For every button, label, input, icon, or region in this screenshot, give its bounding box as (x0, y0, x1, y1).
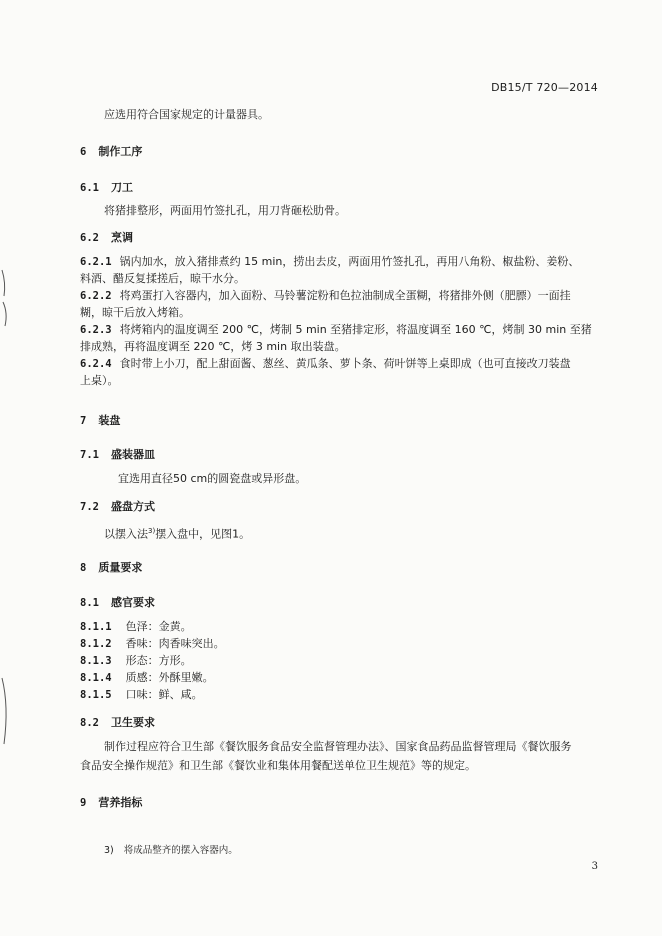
clause-6-2-4-line-1 (80, 357, 571, 371)
clause-text: 口味：鲜、咸。 (125, 688, 203, 701)
section-number: 7.1 (80, 449, 99, 461)
section-7-heading (80, 414, 120, 428)
section-7-1-text: 宜选用直径50 cm的圆瓷盘或异形盘。 (118, 472, 307, 485)
document-code: DB15/T 720—2014 (491, 81, 598, 94)
section-title: 刀工 (110, 181, 133, 194)
section-number: 8.2 (80, 717, 99, 729)
clause-text: 色泽：金黄。 (125, 620, 192, 633)
section-8-2-text-line-2: 食品安全操作规范》和卫生部《餐饮业和集体用餐配送单位卫生规范》等的规定。 (80, 759, 476, 772)
footnote (104, 842, 238, 856)
list-item (80, 620, 192, 634)
list-item (80, 637, 225, 651)
clause-6-2-1-line-2: 料酒、醋反复揉搓后，晾干水分。 (80, 272, 245, 285)
clause-6-2-2-line-1 (80, 289, 571, 303)
section-6-heading (80, 145, 142, 159)
clause-6-2-1-line-1 (80, 255, 579, 269)
section-7-2-text-a: 以摆入法 (104, 527, 148, 541)
clause-6-2-3-line-2: 排成熟，再将温度调至 220 ℃，烤 3 min 取出装盘。 (80, 340, 346, 353)
clause-number: 8.1.3 (80, 655, 112, 667)
clause-number: 6.2.3 (80, 324, 112, 336)
section-title: 卫生要求 (110, 716, 155, 729)
section-title: 烹调 (110, 231, 133, 244)
clause-text: 将鸡蛋打入容器内，加入面粉、马铃薯淀粉和色拉油制成全蛋糊，将猪排外侧（肥膘）一面挂 (119, 289, 571, 302)
clause-number: 6.2.1 (80, 256, 112, 268)
section-9-heading (80, 796, 142, 810)
section-title: 装盘 (98, 414, 121, 427)
clause-text: 将烤箱内的温度调至 200 ℃，烤制 5 min 至猪排定形，将温度调至 160 ℃，烤制 30 min 至猪 (119, 323, 592, 336)
section-6-2-heading (80, 231, 133, 245)
section-7-2-heading (80, 500, 155, 514)
footnote-mark: 3) (104, 845, 114, 856)
section-title: 盛盘方式 (110, 500, 155, 513)
clause-number: 8.1.2 (80, 638, 112, 650)
clause-text: 锅内加水，放入猪排煮约 15 min，捞出去皮，两面用竹签扎孔，再用八角粉、椒盐粉、姜粉、 (119, 255, 580, 268)
clause-text: 质感：外酥里嫩。 (125, 671, 214, 684)
section-number: 7.2 (80, 501, 99, 513)
footnote-reference: 3) (148, 527, 156, 535)
section-7-2-text-b: 摆入盘中，见图1。 (155, 527, 251, 541)
intro-text: 应选用符合国家规定的计量器具。 (104, 108, 269, 121)
section-title: 质量要求 (98, 561, 143, 574)
section-number: 6 (80, 146, 87, 158)
section-number: 6.1 (80, 182, 99, 194)
section-title: 感官要求 (110, 596, 155, 609)
page-number: 3 (591, 861, 598, 872)
clause-number: 6.2.2 (80, 290, 112, 302)
section-8-heading (80, 561, 142, 575)
section-number: 9 (80, 797, 87, 809)
scan-binding-mark-top (0, 268, 12, 328)
section-number: 8.1 (80, 597, 99, 609)
section-number: 7 (80, 415, 87, 427)
section-title: 盛装器皿 (110, 448, 155, 461)
clause-number: 6.2.4 (80, 358, 112, 370)
clause-number: 8.1.5 (80, 689, 112, 701)
clause-number: 8.1.4 (80, 672, 112, 684)
footnote-text: 将成品整齐的摆入容器内。 (123, 845, 238, 856)
scan-binding-mark-bottom (0, 676, 12, 746)
section-title: 制作工序 (98, 145, 143, 158)
section-6-1-heading (80, 181, 133, 195)
section-8-2-heading (80, 716, 155, 730)
section-number: 6.2 (80, 232, 99, 244)
section-8-1-heading (80, 596, 155, 610)
clause-6-2-2-line-2: 糊，晾干后放入烤箱。 (80, 306, 190, 319)
clause-number: 8.1.1 (80, 621, 112, 633)
clause-6-2-4-line-2: 上桌）。 (80, 374, 119, 387)
section-8-2-text-line-1: 制作过程应符合卫生部《餐饮服务食品安全监督管理办法》、国家食品药品监督管理局《餐饮服务 (104, 740, 572, 753)
list-item (80, 688, 203, 702)
list-item (80, 671, 214, 685)
list-item (80, 654, 192, 668)
section-6-1-text: 将猪排整形，两面用竹签扎孔，用刀背砸松肋骨。 (104, 204, 346, 217)
clause-text: 食时带上小刀，配上甜面酱、葱丝、黄瓜条、萝卜条、荷叶饼等上桌即成（也可直接改刀装盘 (119, 357, 571, 370)
section-7-2-text (104, 524, 250, 542)
clause-text: 形态：方形。 (125, 654, 192, 667)
section-7-1-heading (80, 448, 155, 462)
section-title: 营养指标 (98, 796, 143, 809)
clause-6-2-3-line-1 (80, 323, 592, 337)
clause-text: 香味：肉香味突出。 (125, 637, 225, 650)
section-number: 8 (80, 562, 87, 574)
